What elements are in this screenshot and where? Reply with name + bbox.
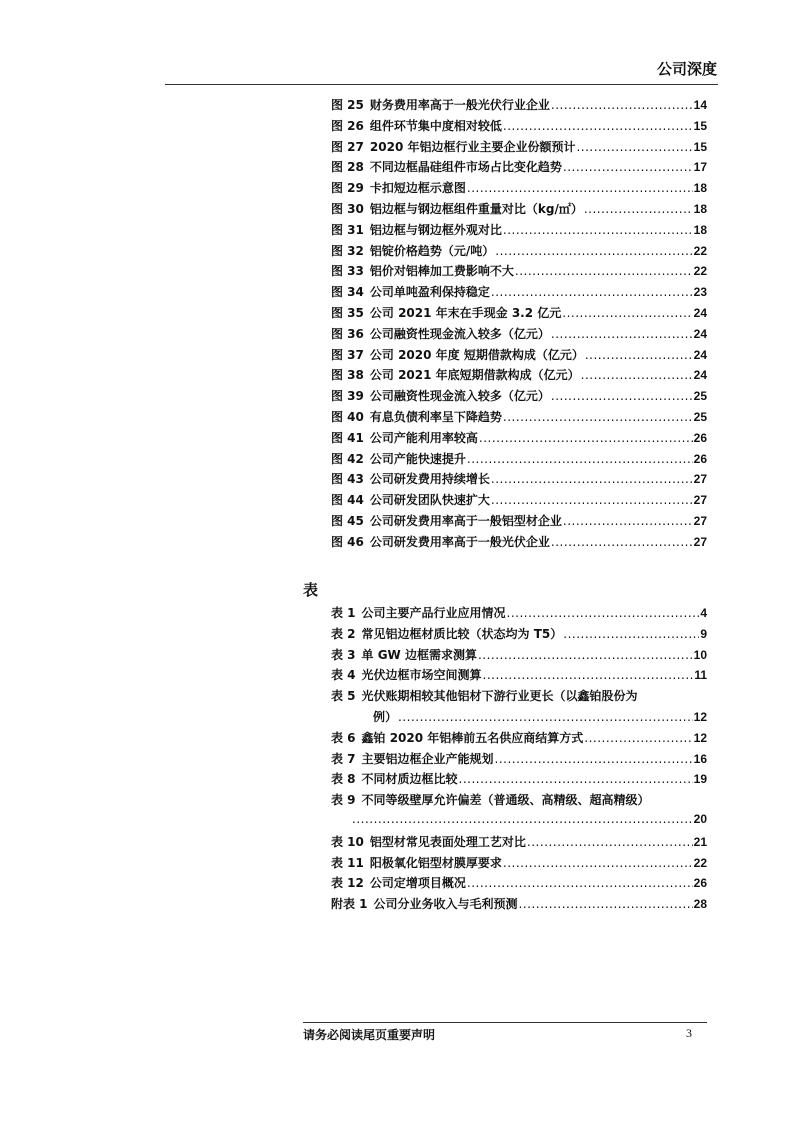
dot-leader (584, 731, 692, 745)
toc-entry[interactable] (331, 770, 707, 791)
dot-leader (467, 452, 693, 466)
entry-label: 图 31 (331, 222, 364, 237)
entry-page: 22 (693, 243, 707, 258)
dot-leader (503, 856, 693, 870)
dot-leader (551, 327, 693, 341)
entry-label: 图 44 (331, 493, 364, 508)
entry-label: 图 42 (331, 451, 364, 466)
entry-page: 18 (693, 201, 707, 216)
table-list (331, 604, 707, 916)
dot-leader (503, 410, 693, 424)
toc-entry[interactable] (331, 646, 707, 667)
entry-label: 图 25 (331, 98, 364, 112)
dot-leader (491, 285, 693, 299)
dot-leader (467, 181, 693, 195)
entry-title: 公司研发费用持续增长 (369, 472, 490, 487)
entry-title: 公司定增项目概况 (369, 876, 466, 891)
entry-page: 24 (693, 347, 707, 362)
toc-entry[interactable] (331, 729, 707, 750)
entry-title: 公司产能利用率较高 (369, 430, 478, 445)
entry-page: 24 (693, 368, 707, 383)
toc-entry[interactable] (331, 429, 707, 450)
page-number: 3 (686, 1026, 692, 1040)
entry-label: 图 26 (331, 118, 364, 133)
toc-entry[interactable] (331, 666, 707, 687)
toc-entry[interactable] (331, 179, 707, 200)
entry-title: 光伏边框市场空间测算 (361, 668, 482, 683)
entry-page: 17 (693, 160, 707, 175)
toc-entry[interactable] (331, 158, 707, 179)
entry-label: 表 8 (331, 772, 356, 787)
dot-leader (491, 472, 693, 486)
toc-entry[interactable] (331, 854, 707, 875)
dot-leader (478, 648, 693, 662)
dot-leader (467, 876, 693, 890)
dot-leader (503, 119, 693, 133)
toc-entry[interactable] (331, 221, 707, 242)
entry-label: 图 33 (331, 264, 364, 279)
entry-label: 图 43 (331, 472, 364, 487)
entry-label: 图 39 (331, 389, 364, 404)
entry-title: 铝边框与钢边框外观对比 (369, 222, 502, 237)
entry-title: 公司融资性现金流入较多（亿元） (369, 326, 550, 341)
dot-leader (576, 140, 692, 154)
entry-title: 铝边框与钢边框组件重量对比（kg/㎡） (369, 201, 583, 216)
entry-title: 单 GW 边框需求测算 (361, 647, 477, 662)
entry-page: 26 (693, 451, 707, 466)
toc-entry[interactable] (331, 283, 707, 304)
entry-page: 27 (693, 513, 707, 528)
entry-page: 24 (693, 305, 707, 320)
dot-leader (563, 160, 693, 174)
entry-label: 图 40 (331, 409, 364, 424)
toc-entry[interactable] (331, 408, 707, 429)
tables-heading: 表 (303, 581, 319, 599)
entry-page: 15 (693, 118, 707, 133)
toc-entry[interactable] (331, 687, 707, 708)
entry-title: 公司研发团队快速扩大 (369, 493, 490, 508)
toc-entry[interactable] (331, 533, 707, 554)
toc-entry[interactable] (331, 450, 707, 471)
toc-entry[interactable] (331, 138, 707, 159)
entry-label: 表 4 (331, 668, 356, 683)
entry-page: 10 (693, 647, 707, 662)
entry-page: 27 (693, 493, 707, 508)
entry-title: 2020 年铝边框行业主要企业份额预计 (369, 139, 576, 154)
toc-entry[interactable] (331, 262, 707, 283)
entry-page: 12 (693, 709, 707, 724)
entry-label: 图 35 (331, 305, 364, 320)
entry-title: 公司研发费用率高于一般铝型材企业 (369, 513, 562, 528)
entry-page: 25 (693, 409, 707, 424)
dot-leader (551, 389, 693, 403)
entry-page: 26 (693, 430, 707, 445)
entry-page: 27 (693, 534, 707, 549)
dot-leader (515, 264, 693, 278)
toc-entry[interactable] (331, 242, 707, 263)
dot-leader (563, 627, 699, 641)
toc-entry[interactable] (331, 304, 707, 325)
entry-label: 图 38 (331, 368, 364, 383)
entry-label: 表 7 (331, 751, 356, 766)
toc-entry[interactable] (331, 625, 707, 646)
entry-title: 财务费用率高于一般光伏行业企业 (369, 98, 550, 112)
entry-page: 11 (694, 668, 707, 683)
dot-leader (479, 431, 693, 445)
dot-leader (352, 812, 693, 826)
entry-title: 阳极氧化铝型材膜厚要求 (369, 855, 502, 870)
entry-page: 25 (693, 389, 707, 404)
entry-title: 公司单吨盈利保持稳定 (369, 285, 490, 300)
entry-label: 图 37 (331, 347, 364, 362)
entry-label: 表 2 (331, 626, 356, 641)
dot-leader (491, 493, 693, 507)
entry-page: 20 (693, 811, 707, 826)
entry-label: 图 36 (331, 326, 364, 341)
entry-page: 12 (693, 730, 707, 745)
toc-entry-continuation[interactable] (331, 812, 707, 833)
entry-label: 表 9 (331, 793, 356, 808)
toc-entry[interactable] (331, 325, 707, 346)
entry-label: 图 46 (331, 534, 364, 549)
entry-page: 21 (693, 834, 707, 849)
entry-title: 公司融资性现金流入较多（亿元） (369, 389, 550, 404)
entry-page: 15 (693, 139, 707, 154)
entry-label: 图 34 (331, 285, 364, 300)
entry-title: 不同边框晶硅组件市场占比变化趋势 (369, 160, 562, 175)
dot-leader (551, 98, 693, 112)
dot-leader (585, 348, 693, 362)
entry-label: 附表 1 (331, 897, 368, 912)
dot-leader (483, 668, 694, 682)
dot-leader (563, 514, 693, 528)
entry-page: 4 (700, 606, 707, 620)
entry-title: 铝锭价格趋势（元/吨） (369, 243, 495, 258)
entry-title: 不同材质边框比较 (361, 772, 458, 787)
entry-label: 图 27 (331, 139, 364, 154)
header-divider (165, 84, 718, 85)
dot-leader (584, 202, 693, 216)
entry-label: 图 41 (331, 430, 364, 445)
toc-entry[interactable] (331, 387, 707, 408)
entry-label: 表 11 (331, 855, 364, 870)
dot-leader (503, 223, 693, 237)
entry-title: 公司产能快速提升 (369, 451, 466, 466)
dot-leader (551, 535, 693, 549)
entry-page: 23 (693, 285, 707, 300)
entry-page: 16 (693, 751, 707, 766)
entry-title: 鑫铂 2020 年铝棒前五名供应商结算方式 (361, 730, 584, 745)
entry-page: 18 (693, 181, 707, 196)
dot-leader (459, 772, 693, 786)
dot-leader (495, 244, 692, 258)
dot-leader (507, 606, 700, 620)
toc-entry-continuation[interactable] (331, 708, 707, 729)
dot-leader (562, 306, 692, 320)
toc-entry[interactable] (331, 366, 707, 387)
entry-title: 公司主要产品行业应用情况 (361, 606, 506, 620)
entry-page: 24 (693, 326, 707, 341)
dot-leader (495, 752, 693, 766)
entry-title: 卡扣短边框示意图 (369, 181, 466, 196)
entry-label: 表 6 (331, 730, 356, 745)
dot-leader (527, 835, 693, 849)
entry-title: 公司研发费用率高于一般光伏企业 (369, 534, 550, 549)
toc-entry[interactable] (331, 791, 707, 812)
toc-entry[interactable] (331, 874, 707, 895)
entry-page: 9 (700, 626, 707, 641)
entry-title: 公司 2021 年末在手现金 3.2 亿元 (369, 305, 562, 320)
entry-page: 14 (693, 98, 707, 112)
entry-title: 铝型材常见表面处理工艺对比 (369, 834, 526, 849)
entry-title: 常见铝边框材质比较（状态均为 T5） (361, 626, 563, 641)
entry-page: 27 (693, 472, 707, 487)
entry-title: 公司 2021 年底短期借款构成（亿元） (369, 368, 580, 383)
entry-page: 22 (693, 855, 707, 870)
entry-label: 表 10 (331, 834, 364, 849)
entry-title: 不同等级壁厚允许偏差（普通级、高精级、超高精级） (361, 793, 650, 808)
toc-entry[interactable] (331, 833, 707, 854)
entry-title: 公司分业务收入与毛利预测 (373, 897, 518, 912)
entry-title-continued: 例） (373, 709, 398, 724)
entry-title: 公司 2020 年度 短期借款构成（亿元） (369, 347, 584, 362)
entry-title: 铝价对铝棒加工费影响不大 (369, 264, 514, 279)
figure-list (331, 96, 707, 554)
toc-entry[interactable] (331, 604, 707, 625)
entry-label: 表 1 (331, 606, 356, 620)
entry-page: 22 (693, 264, 707, 279)
dot-leader (398, 710, 693, 724)
toc-entry[interactable] (331, 96, 707, 117)
footer-notice: 请务必阅读尾页重要声明 (303, 1028, 436, 1042)
entry-title: 光伏账期相较其他铝材下游行业更长（以鑫铂股份为 (361, 689, 638, 704)
dot-leader (581, 368, 693, 382)
toc-entry[interactable] (331, 117, 707, 138)
toc-entry[interactable] (331, 895, 707, 916)
entry-label: 表 12 (331, 876, 364, 891)
dot-leader (519, 897, 693, 911)
entry-page: 26 (693, 876, 707, 891)
entry-label: 图 30 (331, 201, 364, 216)
entry-label: 图 45 (331, 513, 364, 528)
entry-title: 组件环节集中度相对较低 (369, 118, 502, 133)
toc-entry[interactable] (331, 200, 707, 221)
entry-page: 28 (693, 897, 707, 912)
entry-label: 图 32 (331, 243, 364, 258)
footer-divider (303, 1022, 707, 1023)
toc-entry[interactable] (331, 346, 707, 367)
entry-label: 图 28 (331, 160, 364, 175)
header-title: 公司深度 (656, 60, 717, 78)
toc-entry[interactable] (331, 470, 707, 491)
toc-entry[interactable] (331, 750, 707, 771)
entry-page: 18 (693, 222, 707, 237)
entry-title: 有息负债利率呈下降趋势 (369, 409, 502, 424)
toc-entry[interactable] (331, 491, 707, 512)
entry-label: 表 3 (331, 647, 356, 662)
entry-page: 19 (693, 772, 707, 787)
entry-title: 主要铝边框企业产能规划 (361, 751, 494, 766)
toc-entry[interactable] (331, 512, 707, 533)
entry-label: 图 29 (331, 181, 364, 196)
entry-label: 表 5 (331, 689, 356, 704)
